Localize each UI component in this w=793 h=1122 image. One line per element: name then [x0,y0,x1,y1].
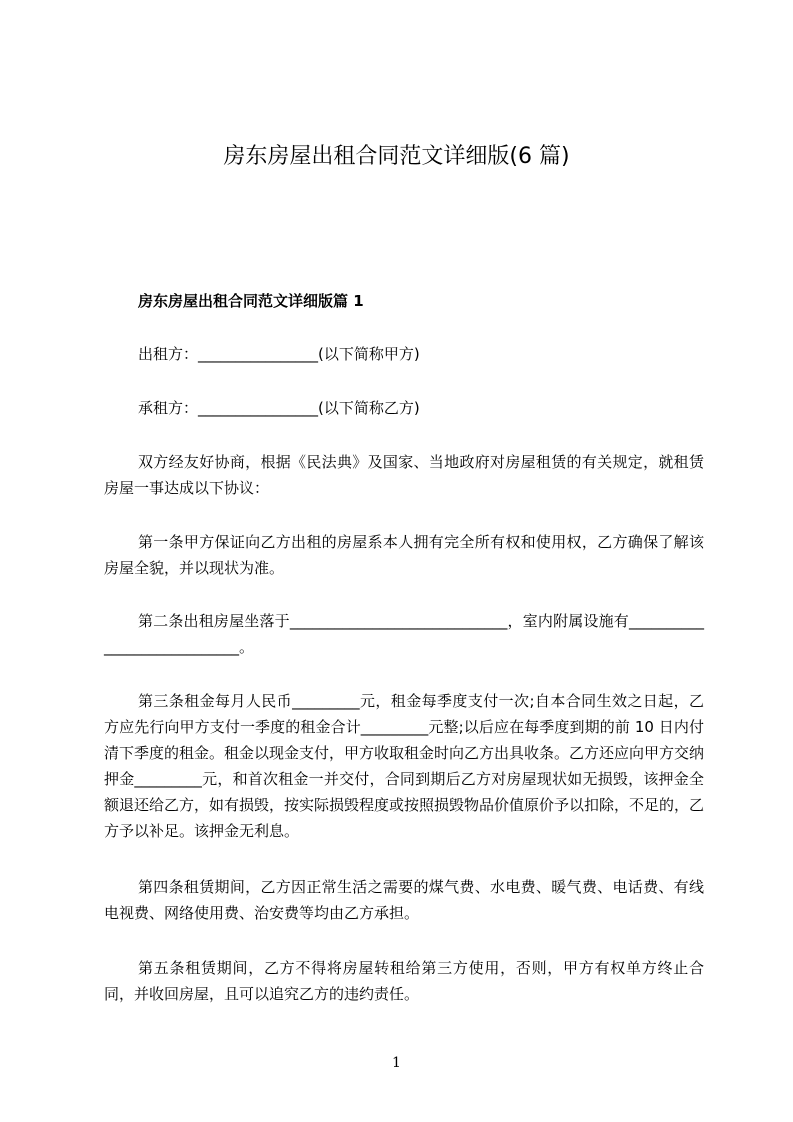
section-heading: 房东房屋出租合同范文详细版篇 1 [138,292,364,310]
lessee-line: 承租方：________________(以下简称乙方) [138,399,420,417]
document-title: 房东房屋出租合同范文详细版(6 篇) [223,144,570,169]
page-number: 1 [392,1055,401,1071]
article-3-paragraph: 第三条租金每月人民币_________元，租金每季度支付一次;自本合同生效之日起，乙方应先行向甲方支付一季度的租金合计_________元整;以后应在每季度到期的前 10 日内付清下季度的租金。租金以现金支付，甲方收取租金时向乙方出具收条。乙方还应向甲方交纳押金_________元，和首次租金一并交付，合同到期后乙方对房屋现状如无损毁，该押金全额退还给乙方，如有损毁，按实际损毁程度或按照损毁物品价值原价予以扣除，不足的，乙方予以补足。该押金无利息。 [104,692,705,840]
article-2-paragraph: 第二条出租房屋坐落于_____________________________，室内附属设施有____________________________。 [104,612,704,656]
article-4-paragraph: 第四条租赁期间，乙方因正常生活之需要的煤气费、水电费、暖气费、电话费、有线电视费、网络使用费、治安费等均由乙方承担。 [104,878,704,922]
lessor-line: 出租方：________________(以下简称甲方) [138,345,420,363]
article-1-paragraph: 第一条甲方保证向乙方出租的房屋系本人拥有完全所有权和使用权，乙方确保了解该房屋全貌，并以现状为准。 [104,533,704,577]
article-5-paragraph: 第五条租赁期间，乙方不得将房屋转租给第三方使用，否则，甲方有权单方终止合同，并收回房屋，且可以追究乙方的违约责任。 [104,959,704,1003]
intro-paragraph: 双方经友好协商，根据《民法典》及国家、当地政府对房屋租赁的有关规定，就租赁房屋一事达成以下协议： [104,453,704,497]
